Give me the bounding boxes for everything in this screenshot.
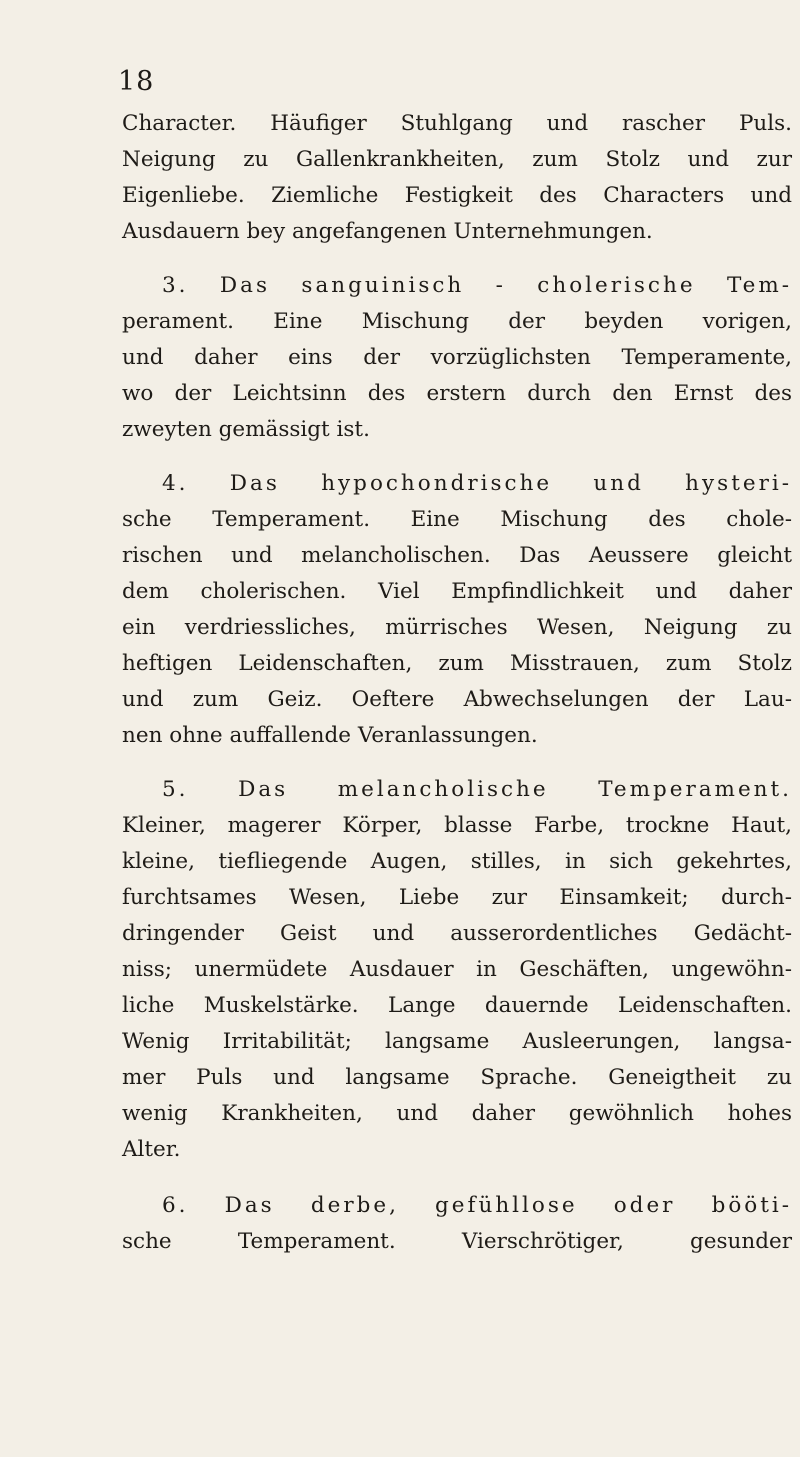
text-line: heftigen Leidenschaften, zum Misstrauen, zum Stolz	[122, 651, 792, 676]
text-line: Ausdauern bey angefangenen Unternehmungen.	[122, 219, 653, 244]
section-heading-5: 5. Das melancholische Temperament.	[162, 777, 792, 802]
text-line: perament. Eine Mischung der beyden vorigen,	[122, 309, 792, 334]
text-line: Kleiner, magerer Körper, blasse Farbe, trockne Haut,	[122, 813, 792, 838]
section-heading-4: 4. Das hypochondrische und hysteri-	[162, 471, 792, 496]
text-line: und daher eins der vorzüglichsten Temperamente,	[122, 345, 792, 370]
text-line: zweyten gemässigt ist.	[122, 417, 370, 442]
section-heading-3: 3. Das sanguinisch - cholerische Tem-	[162, 273, 792, 298]
text-line: Eigenliebe. Ziemliche Festigkeit des Characters und	[122, 183, 792, 208]
text-line: liche Muskelstärke. Lange dauernde Leidenschaften.	[122, 993, 792, 1018]
text-line: kleine, tiefliegende Augen, stilles, in sich gekehrtes,	[122, 849, 792, 874]
text-line: rischen und melancholischen. Das Aeussere gleicht	[122, 543, 792, 568]
section-heading-6: 6. Das derbe, gefühllose oder bööti-	[162, 1193, 792, 1218]
text-line: nen ohne auffallende Veranlassungen.	[122, 723, 538, 748]
text-line: Neigung zu Gallenkrankheiten, zum Stolz und zur	[122, 147, 792, 172]
text-line: niss; unermüdete Ausdauer in Geschäften, ungewöhn-	[122, 957, 792, 982]
text-line: ein verdriessliches, mürrisches Wesen, Neigung zu	[122, 615, 792, 640]
text-line: furchtsames Wesen, Liebe zur Einsamkeit; durch-	[122, 885, 792, 910]
text-line: dem cholerischen. Viel Empfindlichkeit und daher	[122, 579, 792, 604]
text-line: sche Temperament. Eine Mischung des chole-	[122, 507, 792, 532]
text-line: wenig Krankheiten, und daher gewöhnlich hohes	[122, 1101, 792, 1126]
text-line: Alter.	[122, 1137, 181, 1162]
text-line: dringender Geist und ausserordentliches Gedächt-	[122, 921, 792, 946]
page-number: 18	[118, 66, 155, 97]
text-line: Wenig Irritabilität; langsame Ausleerungen, langsa-	[122, 1029, 792, 1054]
text-line: sche Temperament. Vierschrötiger, gesunder	[122, 1229, 792, 1254]
text-line: mer Puls und langsame Sprache. Geneigtheit zu	[122, 1065, 792, 1090]
text-line: wo der Leichtsinn des erstern durch den Ernst des	[122, 381, 792, 406]
text-line: und zum Geiz. Oeftere Abwechselungen der Lau-	[122, 687, 792, 712]
text-line: Character. Häufiger Stuhlgang und rascher Puls.	[122, 111, 792, 136]
